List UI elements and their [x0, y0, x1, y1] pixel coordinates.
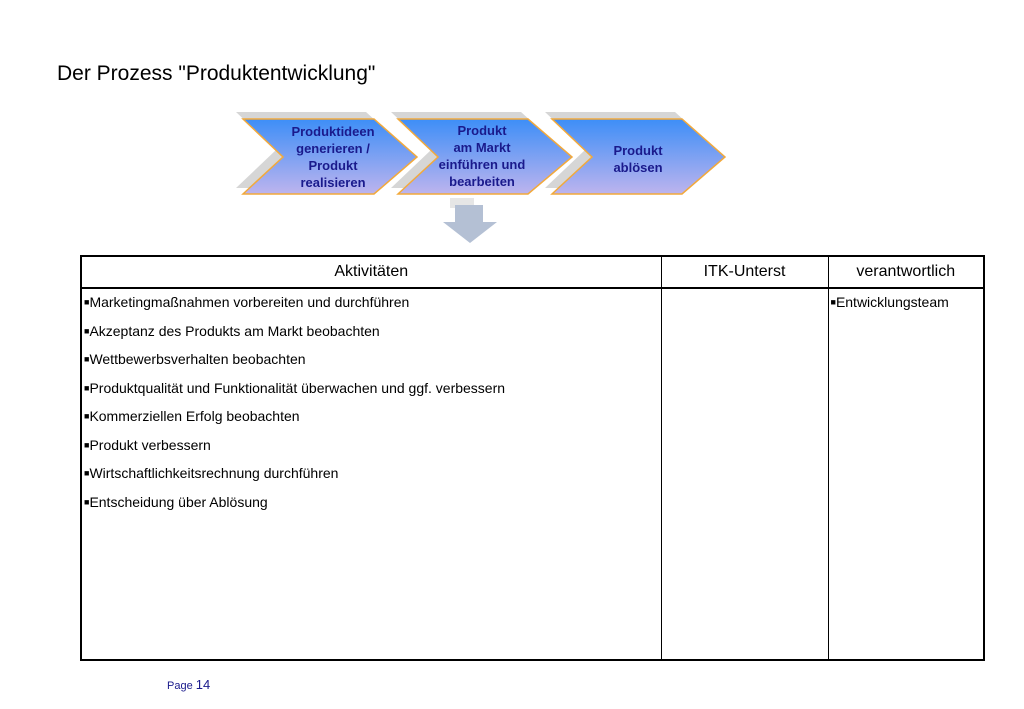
- activity-item: ■Akzeptanz des Produkts am Markt beobachten: [84, 322, 380, 339]
- bullet-icon: ■: [84, 496, 90, 507]
- bullet-icon: ■: [84, 382, 90, 393]
- bullet-icon: ■: [84, 297, 90, 307]
- header-itk: ITK-Unterst: [661, 256, 828, 288]
- activity-item: ■Marketingmaßnahmen vorbereiten und durchführen: [84, 294, 410, 310]
- header-activities: Aktivitäten: [81, 256, 661, 288]
- responsible-cell: [828, 288, 984, 660]
- process-step-1-label: Produktideen generieren / Produkt realisieren: [291, 124, 375, 190]
- page-label: Page: [167, 680, 193, 692]
- activity-item: ■Wirtschaftlichkeitsrechnung durchführen: [84, 465, 339, 481]
- bullet-icon: ■: [84, 439, 90, 450]
- page-title: Der Prozess "Produktentwicklung": [57, 62, 376, 85]
- responsible-item: ■Entwicklungsteam: [830, 294, 949, 310]
- itk-cell: [661, 288, 828, 660]
- bullet-icon: ■: [84, 468, 90, 478]
- header-responsible: verantwortlich: [828, 256, 984, 288]
- activity-item: ■Kommerziellen Erfolg beobachten: [84, 408, 300, 424]
- bullet-icon: ■: [84, 325, 90, 336]
- table-header-row: [81, 256, 984, 288]
- process-step-2-label: Produkt am Markt einführen und bearbeiten: [438, 123, 526, 189]
- table-row: [81, 288, 984, 660]
- bullet-icon: ■: [84, 354, 90, 364]
- activities-cell: [81, 288, 661, 660]
- activity-item: ■Produktqualität und Funktionalität überwachen und ggf. verbessern: [84, 379, 506, 396]
- activity-item: ■Produkt verbessern: [84, 436, 211, 453]
- down-arrow-icon: [443, 198, 497, 243]
- page-footer: [167, 677, 210, 692]
- activities-table: [80, 255, 985, 661]
- process-step-3-label: Produkt ablösen: [613, 143, 663, 175]
- bullet-icon: ■: [84, 411, 90, 421]
- bullet-icon: ■: [830, 297, 836, 307]
- activity-item: ■Wettbewerbsverhalten beobachten: [84, 351, 306, 367]
- activity-item: ■Entscheidung über Ablösung: [84, 493, 268, 510]
- page-number: 14: [195, 677, 211, 692]
